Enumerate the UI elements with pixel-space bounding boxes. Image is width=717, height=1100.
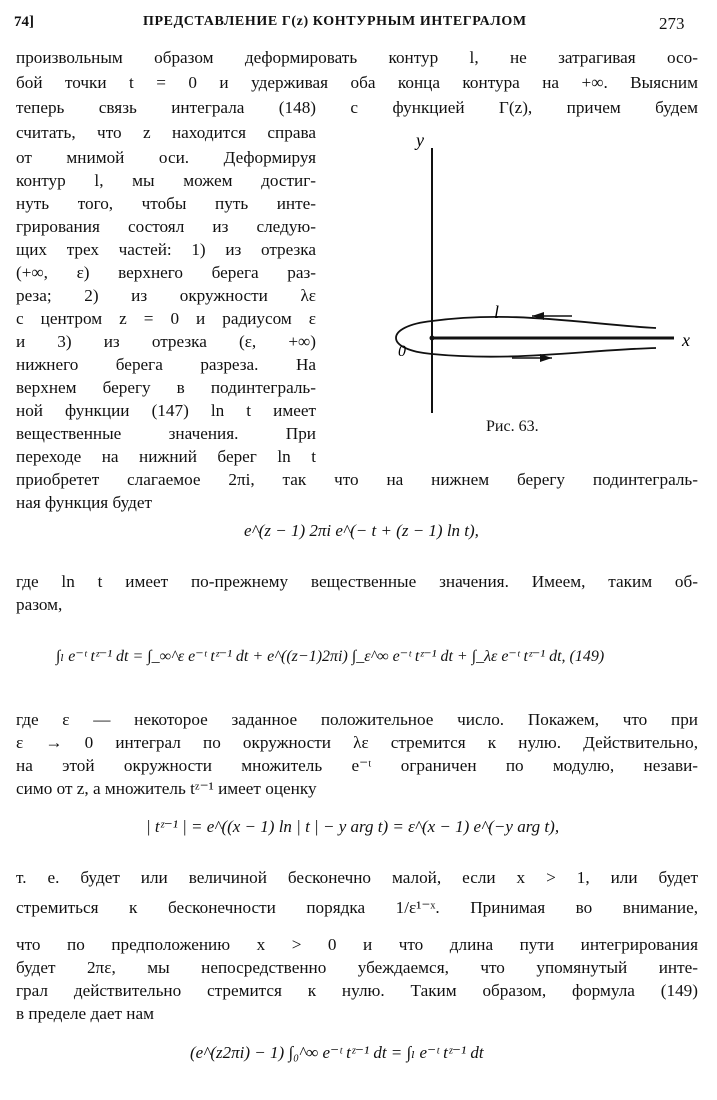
text-line: верхнем берегу в подинтеграль- bbox=[16, 378, 316, 397]
text-line: стремиться к бесконечности порядка 1/ε¹⁻ˣ. Принимая во внимание, bbox=[16, 898, 698, 917]
text-line: где ε — некоторое заданное положительное число. Покажем, что при bbox=[16, 710, 698, 729]
formula-lower-bank: e^(z − 1) 2πi e^(− t + (z − 1) ln t), bbox=[244, 521, 479, 540]
text-line: где ln t имеет по-прежнему вещественные значения. Имеем, таким об- bbox=[16, 572, 698, 591]
text-line: вещественные значения. При bbox=[16, 424, 316, 443]
formula-result: (e^(z2πi) − 1) ∫₀^∞ e⁻ᵗ tᶻ⁻¹ dt = ∫ₗ e⁻ᵗ tᶻ⁻¹ dt bbox=[190, 1043, 484, 1062]
text-line: грал действительно стремится к нулю. Таким образом, формула (149) bbox=[16, 981, 698, 1000]
text-line: что по предположению x > 0 и что длина пути интегрирования bbox=[16, 935, 698, 954]
text-line: бой точки t = 0 и удерживая оба конца контура на +∞. Выясним bbox=[16, 73, 698, 92]
text-line: нуть того, чтобы путь инте- bbox=[16, 194, 316, 213]
text-line: от мнимой оси. Деформируя bbox=[16, 148, 316, 167]
y-axis-label: y bbox=[416, 130, 424, 150]
formula-149: ∫ₗ e⁻ᵗ tᶻ⁻¹ dt = ∫_∞^ε e⁻ᵗ tᶻ⁻¹ dt + e^((z−1)2πi) ∫_ε^∞ e⁻ᵗ tᶻ⁻¹ dt + ∫_λε e⁻ᵗ tᶻ⁻¹ dt, (149) bbox=[56, 648, 605, 665]
text-line: произвольным образом деформировать контур l, не затрагивая осо- bbox=[16, 48, 698, 67]
section-number: 74] bbox=[14, 14, 34, 30]
text-line: разом, bbox=[16, 595, 63, 614]
text-line: будет 2πε, мы непосредственно убеждаемся, что упомянутый инте- bbox=[16, 958, 698, 977]
text-line: щих трех частей: 1) из отрезка bbox=[16, 240, 316, 259]
x-axis-label: x bbox=[682, 330, 690, 350]
text-line: ная функция будет bbox=[16, 493, 152, 512]
text-line: на этой окружности множитель e⁻ᵗ ограничен по модулю, незави- bbox=[16, 756, 698, 775]
text-line: грирования состоял из следую- bbox=[16, 217, 316, 236]
text-line: считать, что z находится справа bbox=[16, 123, 316, 142]
page-number: 273 bbox=[659, 14, 685, 33]
text-line: нижнего берега разреза. На bbox=[16, 355, 316, 374]
text-line: с центром z = 0 и радиусом ε bbox=[16, 309, 316, 328]
text-line: (+∞, ε) верхнего берега раз- bbox=[16, 263, 316, 282]
text-line: контур l, мы можем достиг- bbox=[16, 171, 316, 190]
contour-figure bbox=[384, 128, 704, 458]
text-line: переходе на нижний берег ln t bbox=[16, 447, 316, 466]
text-line: симо от z, а множитель tᶻ⁻¹ имеет оценку bbox=[16, 779, 317, 798]
text-line: и 3) из отрезка (ε, +∞) bbox=[16, 332, 316, 351]
origin-label: 0 bbox=[398, 343, 406, 360]
running-head: ПРЕДСТАВЛЕНИЕ Γ(z) КОНТУРНЫМ ИНТЕГРАЛОМ bbox=[143, 14, 527, 29]
formula-estimate: | tᶻ⁻¹ | = e^((x − 1) ln | t | − y arg t) = ε^(x − 1) e^(−y arg t), bbox=[146, 817, 560, 836]
text-line: теперь связь интеграла (148) с функцией Γ(z), причем будем bbox=[16, 98, 698, 117]
contour-label: l bbox=[494, 302, 500, 322]
text-line: т. е. будет или величиной бесконечно малой, если x > 1, или будет bbox=[16, 868, 698, 887]
figure-caption: Рис. 63. bbox=[486, 418, 539, 435]
text-line: в пределе дает нам bbox=[16, 1004, 154, 1023]
text-line: реза; 2) из окружности λε bbox=[16, 286, 316, 305]
text-line: ной функции (147) ln t имеет bbox=[16, 401, 316, 420]
text-line: приобретет слагаемое 2πi, так что на нижнем берегу подинтеграль- bbox=[16, 470, 698, 489]
text-line: ε → 0 интеграл по окружности λε стремится к нулю. Действительно, bbox=[16, 733, 698, 752]
